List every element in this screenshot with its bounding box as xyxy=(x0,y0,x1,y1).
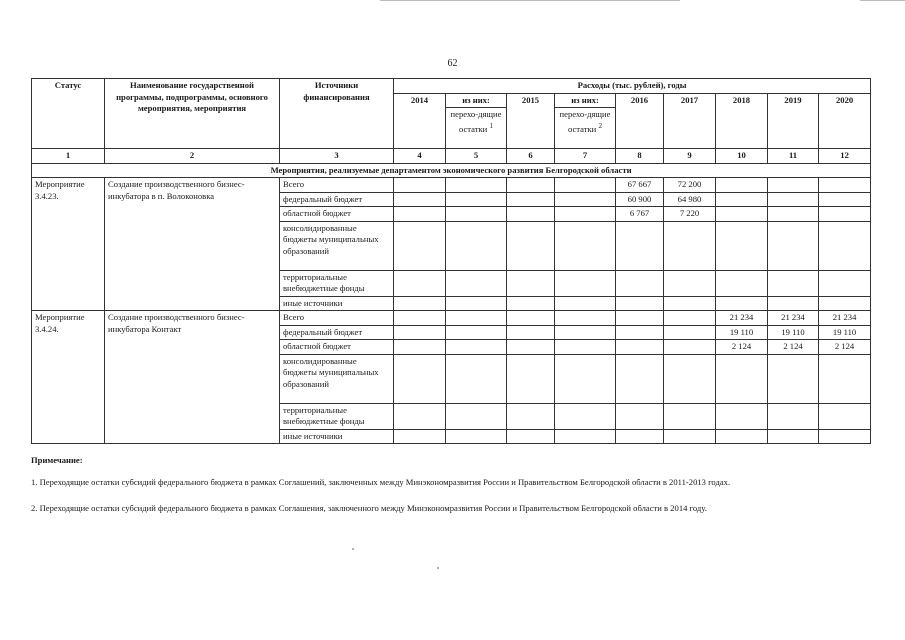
header-2016: 2016 xyxy=(616,93,664,149)
section-title-row xyxy=(32,163,871,178)
notes-block xyxy=(31,454,871,514)
col-number: 12 xyxy=(819,149,871,164)
header-status: Статус xyxy=(32,79,105,149)
cell-2019: 19 110 xyxy=(768,325,819,340)
source-label: федеральный бюджет xyxy=(280,325,394,340)
header-of-them-2: из них: xyxy=(555,93,616,108)
header-2018: 2018 xyxy=(716,93,768,149)
source-label: Всего xyxy=(280,178,394,193)
header-2020: 2020 xyxy=(819,93,871,149)
scan-edge-line xyxy=(860,0,905,1)
notes-title: Примечание: xyxy=(31,455,83,465)
source-label: областной бюджет xyxy=(280,340,394,355)
activity-status: Мероприятие 3.4.23. xyxy=(32,178,105,311)
source-label: консолидированные бюджеты муниципальных образований xyxy=(280,221,394,270)
scan-edge-line xyxy=(380,0,680,1)
activity-name: Создание производственного бизнес-инкубатора Контакт xyxy=(105,311,280,444)
header-2019: 2019 xyxy=(768,93,819,149)
activity-name: Создание производственного бизнес-инкубатора в п. Волоконовка xyxy=(105,178,280,311)
source-label: консолидированные бюджеты муниципальных образований xyxy=(280,354,394,403)
cell-2016: 60 900 xyxy=(616,192,664,207)
col-number: 11 xyxy=(768,149,819,164)
col-number: 9 xyxy=(664,149,716,164)
page-number: 62 xyxy=(447,58,458,69)
cell-2020: 21 234 xyxy=(819,311,871,326)
col-number: 7 xyxy=(555,149,616,164)
cell-2019: 21 234 xyxy=(768,311,819,326)
col-number: 1 xyxy=(32,149,105,164)
cell-2018: 21 234 xyxy=(716,311,768,326)
scan-speck xyxy=(437,567,439,569)
table-row xyxy=(32,311,871,326)
cell-2018: 2 124 xyxy=(716,340,768,355)
cell-2016: 6 767 xyxy=(616,207,664,222)
note-2: 2. Переходящие остатки субсидий федерального бюджета в рамках Соглашения, заключенного между Минэкономразвития России и Правительством Белгородской области в 2014 году. xyxy=(31,503,707,513)
cell-2020: 2 124 xyxy=(819,340,871,355)
header-expenses: Расходы (тыс. рублей), годы xyxy=(394,79,871,94)
col-number: 10 xyxy=(716,149,768,164)
header-of-them-1: из них: xyxy=(446,93,507,108)
col-number: 8 xyxy=(616,149,664,164)
header-2015: 2015 xyxy=(507,93,555,149)
source-label: областной бюджет xyxy=(280,207,394,222)
note-1: 1. Переходящие остатки субсидий федерального бюджета в рамках Соглашений, заключенных между Минэкономразвития России и Правительством Белгородской области в 2011-2013 годах. xyxy=(31,477,731,487)
budget-table xyxy=(31,78,871,444)
cell-2018: 19 110 xyxy=(716,325,768,340)
col-number: 5 xyxy=(446,149,507,164)
source-label: территориальные внебюджетные фонды xyxy=(280,270,394,296)
col-number: 4 xyxy=(394,149,446,164)
header-carryover-1: перехо-дящие остатки $^1$ xyxy=(446,108,507,149)
source-label: федеральный бюджет xyxy=(280,192,394,207)
col-number: 2 xyxy=(105,149,280,164)
header-2017: 2017 xyxy=(664,93,716,149)
col-number: 6 xyxy=(507,149,555,164)
cell-2017: 64 980 xyxy=(664,192,716,207)
cell-2020: 19 110 xyxy=(819,325,871,340)
column-number-row xyxy=(32,149,871,164)
source-label: иные источники xyxy=(280,296,394,311)
cell-2017: 72 200 xyxy=(664,178,716,193)
cell-2017: 7 220 xyxy=(664,207,716,222)
source-label: иные источники xyxy=(280,429,394,444)
table-row xyxy=(32,178,871,193)
header-2014: 2014 xyxy=(394,93,446,149)
source-label: Всего xyxy=(280,311,394,326)
cell-2019: 2 124 xyxy=(768,340,819,355)
header-row xyxy=(32,79,871,94)
header-carryover-2: перехо-дящие остатки $^2$ xyxy=(555,108,616,149)
col-number: 3 xyxy=(280,149,394,164)
header-sources: Источники финансирования xyxy=(280,79,394,149)
cell-2016: 67 667 xyxy=(616,178,664,193)
activity-status: Мероприятие 3.4.24. xyxy=(32,311,105,444)
scan-speck xyxy=(352,548,354,550)
header-name: Наименование государственной программы, подпрограммы, основного мероприятия, мероприятия xyxy=(105,79,280,149)
source-label: территориальные внебюджетные фонды xyxy=(280,403,394,429)
section-title: Мероприятия, реализуемые департаментом экономического развития Белгородской области xyxy=(32,163,871,178)
